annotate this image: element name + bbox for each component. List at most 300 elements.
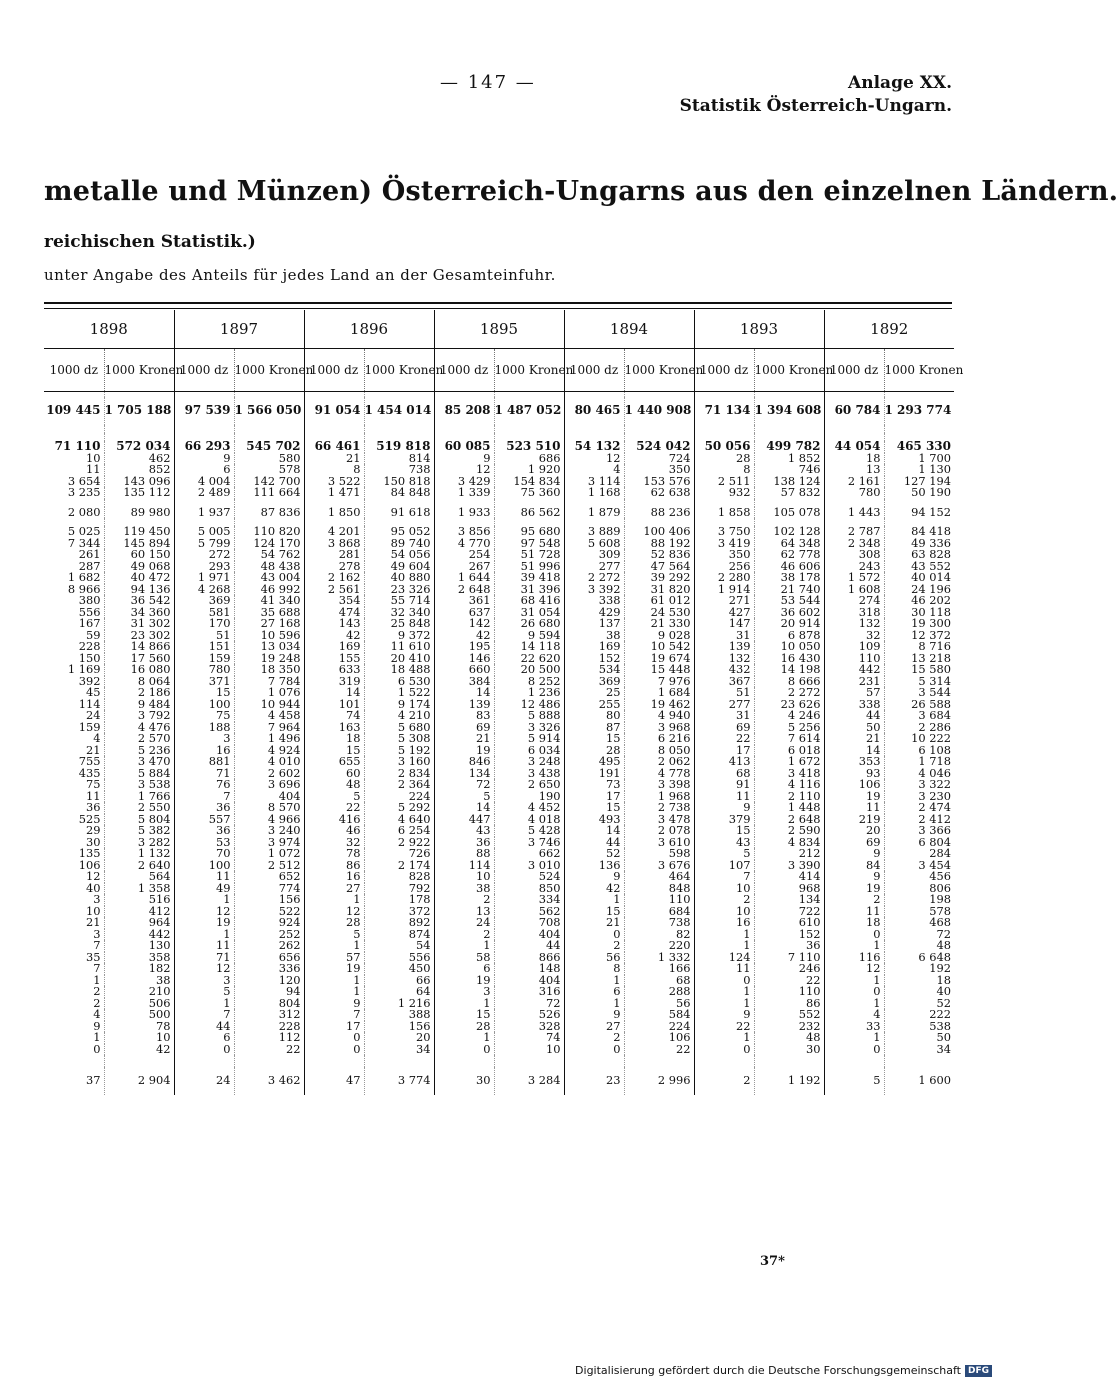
quantity-cell: 1 850 — [304, 507, 364, 519]
value-cell: 6 804 — [884, 837, 954, 849]
quantity-cell: 2 272 — [564, 572, 624, 584]
value-cell: 16 080 — [104, 664, 174, 676]
quantity-cell: 24 — [434, 917, 494, 929]
quantity-cell: 556 — [78, 604, 101, 619]
quantity-cell: 24 — [174, 1067, 234, 1095]
quantity-cell: 143 — [304, 618, 364, 630]
unit-quantity-header: 1000 dz — [304, 349, 364, 392]
year-header: 1898 — [44, 310, 174, 349]
quantity-cell: 85 208 — [434, 397, 494, 425]
quantity-cell: 38 — [434, 883, 494, 895]
quantity-cell: 13 — [824, 464, 884, 476]
year-header: 1896 — [304, 310, 434, 349]
value-cell: 31 396 — [494, 584, 564, 596]
year-header-row — [44, 310, 954, 349]
value-cell: 3 398 — [624, 779, 694, 791]
unit-value-header: 1000 Kronen — [104, 349, 174, 392]
quantity-cell: 3 868 — [304, 538, 364, 550]
value-cell: 89 740 — [364, 538, 434, 550]
quantity-cell: 32 — [304, 837, 364, 849]
value-cell: 2 590 — [754, 825, 824, 837]
quantity-cell: 3 429 — [434, 476, 494, 488]
quantity-cell: 27 — [304, 883, 364, 895]
value-cell: 968 — [754, 883, 824, 895]
quantity-cell: 22 — [694, 733, 754, 745]
value-cell: 524 042 — [624, 441, 694, 453]
value-cell: 19 674 — [624, 653, 694, 665]
quantity-cell: 267 — [434, 561, 494, 573]
quantity-cell: 52 — [564, 848, 624, 860]
value-cell: 523 510 — [494, 441, 564, 453]
value-cell: 2 174 — [364, 860, 434, 872]
quantity-cell: 3 235 — [67, 485, 101, 499]
value-cell: 2 186 — [104, 687, 174, 699]
value-cell: 50 190 — [884, 487, 954, 499]
value-cell: 1 705 188 — [104, 397, 174, 425]
value-cell: 652 — [234, 871, 304, 883]
value-cell: 51 728 — [494, 549, 564, 561]
value-cell: 212 — [754, 848, 824, 860]
quantity-cell: 0 — [824, 929, 884, 941]
value-cell: 852 — [104, 464, 174, 476]
value-cell: 9 372 — [364, 630, 434, 642]
quantity-cell: 159 — [174, 653, 234, 665]
quantity-cell: 780 — [174, 664, 234, 676]
quantity-cell: 1 937 — [174, 507, 234, 519]
quantity-cell: 369 — [174, 595, 234, 607]
quantity-cell: 57 — [824, 687, 884, 699]
footer-credit — [575, 1364, 992, 1377]
quantity-cell: 1 — [824, 975, 884, 987]
quantity-cell: 1 — [564, 894, 624, 906]
quantity-cell: 36 — [174, 825, 234, 837]
quantity-cell: 2 162 — [304, 572, 364, 584]
quantity-cell: 287 — [78, 558, 101, 573]
value-cell: 74 — [494, 1032, 564, 1044]
quantity-cell: 19 — [824, 791, 884, 803]
annex-label: Anlage XX. — [848, 73, 952, 93]
quantity-cell: 4 — [93, 1007, 101, 1021]
value-cell: 3 010 — [494, 860, 564, 872]
value-cell: 2 550 — [104, 802, 174, 814]
unit-value-header: 1000 Kronen — [364, 349, 434, 392]
quantity-cell: 7 — [93, 938, 101, 952]
value-cell: 8 252 — [494, 676, 564, 688]
value-cell: 3 418 — [754, 768, 824, 780]
quantity-cell: 1 — [174, 894, 234, 906]
quantity-cell: 21 — [86, 915, 101, 929]
quantity-cell: 318 — [824, 607, 884, 619]
value-cell: 1 358 — [104, 883, 174, 895]
value-cell: 100 406 — [624, 526, 694, 538]
value-cell: 1 522 — [364, 687, 434, 699]
quantity-cell: 8 966 — [67, 581, 101, 596]
quantity-cell: 9 — [174, 453, 234, 465]
quantity-cell: 1 682 — [67, 570, 101, 584]
quantity-cell: 32 — [824, 630, 884, 642]
value-cell: 23 302 — [104, 630, 174, 642]
quantity-cell: 66 461 — [304, 441, 364, 453]
quantity-cell: 12 — [174, 906, 234, 918]
value-cell: 224 — [624, 1021, 694, 1033]
quantity-cell: 1 879 — [564, 507, 624, 519]
quantity-cell: 132 — [824, 618, 884, 630]
quantity-cell — [44, 1055, 104, 1067]
quantity-cell: 100 — [174, 860, 234, 872]
quantity-cell: 2 — [694, 894, 754, 906]
value-cell: 156 — [364, 1021, 434, 1033]
quantity-cell: 21 — [304, 453, 364, 465]
value-cell: 40 472 — [104, 572, 174, 584]
value-cell: 20 914 — [754, 618, 824, 630]
value-cell: 3 248 — [494, 756, 564, 768]
value-cell: 792 — [364, 883, 434, 895]
quantity-cell: 637 — [434, 607, 494, 619]
value-cell: 19 462 — [624, 699, 694, 711]
value-cell: 154 834 — [494, 476, 564, 488]
value-cell: 2 650 — [494, 779, 564, 791]
quantity-cell: 309 — [564, 549, 624, 561]
value-cell — [754, 425, 824, 433]
unit-value-header: 1000 Kronen — [884, 349, 954, 392]
value-cell: 572 034 — [104, 441, 174, 453]
quantity-cell: 47 — [304, 1067, 364, 1095]
value-cell: 828 — [364, 871, 434, 883]
quantity-cell — [564, 425, 624, 433]
quantity-cell: 1 858 — [694, 507, 754, 519]
quantity-cell: 19 — [304, 963, 364, 975]
quantity-cell: 13 — [434, 906, 494, 918]
value-cell: 924 — [234, 917, 304, 929]
value-cell: 892 — [364, 917, 434, 929]
quantity-cell: 22 — [304, 802, 364, 814]
value-cell: 3 470 — [104, 756, 174, 768]
value-cell: 722 — [754, 906, 824, 918]
value-cell: 450 — [364, 963, 434, 975]
value-cell: 4 778 — [624, 768, 694, 780]
value-cell: 111 664 — [234, 487, 304, 499]
quantity-cell: 14 — [564, 825, 624, 837]
table-note: unter Angabe des Anteils für jedes Land an der Gesamteinfuhr. — [44, 266, 556, 284]
quantity-cell: 44 — [564, 837, 624, 849]
value-cell: 30 118 — [884, 607, 954, 619]
value-cell: 10 596 — [234, 630, 304, 642]
quantity-cell: 1 — [824, 1032, 884, 1044]
quantity-cell: 10 — [694, 906, 754, 918]
quantity-cell: 188 — [174, 722, 234, 734]
quantity-cell: 42 — [434, 630, 494, 642]
quantity-cell: 152 — [564, 653, 624, 665]
quantity-cell: 54 132 — [564, 441, 624, 453]
quantity-cell: 271 — [694, 595, 754, 607]
quantity-cell: 1 339 — [434, 487, 494, 499]
value-cell: 13 034 — [234, 641, 304, 653]
quantity-cell: 100 — [174, 699, 234, 711]
quantity-cell: 281 — [304, 549, 364, 561]
quantity-cell: 369 — [564, 676, 624, 688]
quantity-cell: 881 — [174, 756, 234, 768]
value-cell: 8 050 — [624, 745, 694, 757]
quantity-cell: 43 — [694, 837, 754, 849]
quantity-cell: 11 — [174, 871, 234, 883]
quantity-cell: 3 — [93, 926, 101, 941]
quantity-cell: 272 — [174, 549, 234, 561]
value-cell: 68 416 — [494, 595, 564, 607]
value-cell: 4 452 — [494, 802, 564, 814]
value-cell: 3 968 — [624, 722, 694, 734]
quantity-cell: 25 — [564, 687, 624, 699]
quantity-cell: 14 — [434, 802, 494, 814]
quantity-cell: 170 — [174, 618, 234, 630]
value-cell: 3 454 — [884, 860, 954, 872]
value-cell: 684 — [624, 906, 694, 918]
value-cell: 5 428 — [494, 825, 564, 837]
unit-value-header: 1000 Kronen — [494, 349, 564, 392]
quantity-cell: 7 — [694, 871, 754, 883]
quantity-cell: 361 — [434, 595, 494, 607]
value-cell: 30 — [754, 1044, 824, 1056]
value-cell: 6 108 — [884, 745, 954, 757]
quantity-cell: 134 — [434, 768, 494, 780]
value-cell: 8 666 — [754, 676, 824, 688]
quantity-cell: 50 056 — [694, 441, 754, 453]
value-cell: 312 — [234, 1009, 304, 1021]
quantity-cell — [824, 425, 884, 433]
quantity-cell: 12 — [174, 963, 234, 975]
quantity-cell: 2 787 — [824, 526, 884, 538]
value-cell: 18 488 — [364, 664, 434, 676]
value-cell: 3 478 — [624, 814, 694, 826]
value-cell: 190 — [494, 791, 564, 803]
value-cell: 8 570 — [234, 802, 304, 814]
quantity-cell: 91 — [694, 779, 754, 791]
value-cell: 1 968 — [624, 791, 694, 803]
value-cell: 524 — [494, 871, 564, 883]
unit-quantity-header: 1000 dz — [694, 349, 754, 392]
value-cell: 34 — [364, 1044, 434, 1056]
value-cell: 10 542 — [624, 641, 694, 653]
value-cell: 40 880 — [364, 572, 434, 584]
quantity-cell: 846 — [434, 756, 494, 768]
value-cell: 2 996 — [624, 1067, 694, 1095]
quantity-cell: 1 914 — [694, 584, 754, 596]
value-cell: 4 966 — [234, 814, 304, 826]
value-cell: 24 530 — [624, 607, 694, 619]
quantity-cell: 60 784 — [824, 397, 884, 425]
value-cell: 143 096 — [104, 476, 174, 488]
value-cell: 5 804 — [104, 814, 174, 826]
value-cell: 10 050 — [754, 641, 824, 653]
quantity-cell: 20 — [824, 825, 884, 837]
quantity-cell: 132 — [694, 653, 754, 665]
value-cell: 6 254 — [364, 825, 434, 837]
quantity-cell: 384 — [434, 676, 494, 688]
quantity-cell — [44, 425, 104, 433]
value-cell: 4 246 — [754, 710, 824, 722]
value-cell: 105 078 — [754, 507, 824, 519]
value-cell: 86 — [754, 998, 824, 1010]
quantity-cell — [434, 425, 494, 433]
value-cell: 4 940 — [624, 710, 694, 722]
value-cell: 738 — [624, 917, 694, 929]
value-cell: 10 — [104, 1032, 174, 1044]
value-cell: 31 054 — [494, 607, 564, 619]
quantity-cell: 2 — [434, 894, 494, 906]
value-cell: 56 — [624, 998, 694, 1010]
quantity-cell: 655 — [304, 756, 364, 768]
quantity-cell: 78 — [304, 848, 364, 860]
quantity-cell: 2 — [93, 995, 101, 1010]
quantity-cell: 37 — [86, 1073, 101, 1088]
quantity-cell: 4 201 — [304, 526, 364, 538]
quantity-cell: 9 — [694, 802, 754, 814]
value-cell: 538 — [884, 1021, 954, 1033]
value-cell: 708 — [494, 917, 564, 929]
quantity-cell: 254 — [434, 549, 494, 561]
quantity-cell: 114 — [434, 860, 494, 872]
value-cell: 2 110 — [754, 791, 824, 803]
value-cell: 94 152 — [884, 507, 954, 519]
value-cell — [624, 1055, 694, 1067]
final-row — [44, 1067, 954, 1095]
value-cell: 48 — [754, 1032, 824, 1044]
value-cell: 110 — [624, 894, 694, 906]
table-row — [44, 487, 954, 499]
value-cell — [364, 425, 434, 433]
value-cell: 562 — [494, 906, 564, 918]
page-title: metalle und Münzen) Österreich-Ungarns aus den einzelnen Ländern. — [44, 176, 1118, 207]
quantity-cell: 23 — [564, 1067, 624, 1095]
value-cell: 5 256 — [754, 722, 824, 734]
quantity-cell: 9 — [434, 453, 494, 465]
quantity-cell: 43 — [434, 825, 494, 837]
quantity-cell: 19 — [174, 917, 234, 929]
quantity-cell: 7 344 — [67, 535, 101, 550]
value-cell: 4 046 — [884, 768, 954, 780]
value-cell: 3 284 — [494, 1067, 564, 1095]
quantity-cell: 36 — [86, 800, 101, 814]
quantity-cell: 53 — [174, 837, 234, 849]
quantity-cell: 19 — [434, 975, 494, 987]
quantity-cell: 14 — [434, 687, 494, 699]
quantity-cell: 109 — [824, 641, 884, 653]
value-cell: 556 — [364, 952, 434, 964]
value-cell: 120 — [234, 975, 304, 987]
quantity-cell: 18 — [304, 733, 364, 745]
quantity-cell: 350 — [694, 549, 754, 561]
quantity-cell: 167 — [78, 616, 101, 630]
quantity-cell — [434, 1055, 494, 1067]
quantity-cell: 219 — [824, 814, 884, 826]
value-cell: 1 440 908 — [624, 397, 694, 425]
quantity-cell: 1 — [304, 940, 364, 952]
footnote-mark: 37* — [760, 1254, 785, 1269]
quantity-cell: 435 — [78, 765, 101, 780]
value-cell: 52 — [884, 998, 954, 1010]
value-cell: 34 360 — [104, 607, 174, 619]
value-cell: 20 — [364, 1032, 434, 1044]
value-cell: 414 — [754, 871, 824, 883]
value-cell: 22 — [624, 1044, 694, 1056]
quantity-cell: 1 — [93, 1030, 101, 1044]
table-body — [44, 392, 954, 1096]
value-cell: 152 — [754, 929, 824, 941]
quantity-cell — [824, 1055, 884, 1067]
quantity-cell: 60 — [304, 768, 364, 780]
value-cell: 372 — [364, 906, 434, 918]
value-cell: 2 904 — [104, 1067, 174, 1095]
year-header: 1892 — [824, 310, 954, 349]
value-cell: 848 — [624, 883, 694, 895]
quantity-cell: 110 — [824, 653, 884, 665]
quantity-cell: 28 — [564, 745, 624, 757]
value-cell: 500 — [104, 1009, 174, 1021]
quantity-cell: 1 168 — [564, 487, 624, 499]
value-cell: 584 — [624, 1009, 694, 1021]
quantity-cell: 9 — [564, 1009, 624, 1021]
quantity-cell: 45 — [86, 685, 101, 699]
value-cell — [104, 1055, 174, 1067]
value-cell: 1 192 — [754, 1067, 824, 1095]
quantity-cell: 1 — [434, 1032, 494, 1044]
value-cell: 412 — [104, 906, 174, 918]
quantity-cell: 1 — [93, 972, 101, 987]
value-cell: 44 — [494, 940, 564, 952]
quantity-cell: 16 — [304, 871, 364, 883]
quantity-cell: 5 — [304, 929, 364, 941]
unit-quantity-header: 1000 dz — [44, 349, 104, 392]
value-cell: 22 — [234, 1044, 304, 1056]
value-cell: 31 820 — [624, 584, 694, 596]
quantity-cell: 11 — [86, 788, 101, 803]
quantity-cell: 11 — [694, 963, 754, 975]
quantity-cell: 293 — [174, 561, 234, 573]
value-cell: 4 458 — [234, 710, 304, 722]
value-cell: 21 740 — [754, 584, 824, 596]
value-cell: 6 878 — [754, 630, 824, 642]
quantity-cell: 12 — [564, 453, 624, 465]
value-cell: 9 028 — [624, 630, 694, 642]
page-subtitle: reichischen Statistik.) — [44, 232, 256, 252]
value-cell: 5 192 — [364, 745, 434, 757]
value-cell: 442 — [104, 929, 174, 941]
value-cell: 52 836 — [624, 549, 694, 561]
quantity-cell: 28 — [304, 917, 364, 929]
quantity-cell: 36 — [434, 837, 494, 849]
value-cell: 47 564 — [624, 561, 694, 573]
value-cell: 57 832 — [754, 487, 824, 499]
quantity-cell: 6 — [434, 963, 494, 975]
value-cell: 63 828 — [884, 549, 954, 561]
value-cell: 62 638 — [624, 487, 694, 499]
quantity-cell: 15 — [564, 906, 624, 918]
value-cell: 3 746 — [494, 837, 564, 849]
value-cell: 15 448 — [624, 664, 694, 676]
value-cell: 40 014 — [884, 572, 954, 584]
value-cell: 7 964 — [234, 722, 304, 734]
quantity-cell: 1 — [694, 940, 754, 952]
quantity-cell: 1 — [304, 986, 364, 998]
quantity-cell: 101 — [304, 699, 364, 711]
value-cell: 686 — [494, 453, 564, 465]
year-header: 1897 — [174, 310, 304, 349]
quantity-cell: 46 — [304, 825, 364, 837]
quantity-cell: 57 — [304, 952, 364, 964]
quantity-cell: 71 — [174, 768, 234, 780]
value-cell: 468 — [884, 917, 954, 929]
value-cell: 3 366 — [884, 825, 954, 837]
value-cell: 153 576 — [624, 476, 694, 488]
